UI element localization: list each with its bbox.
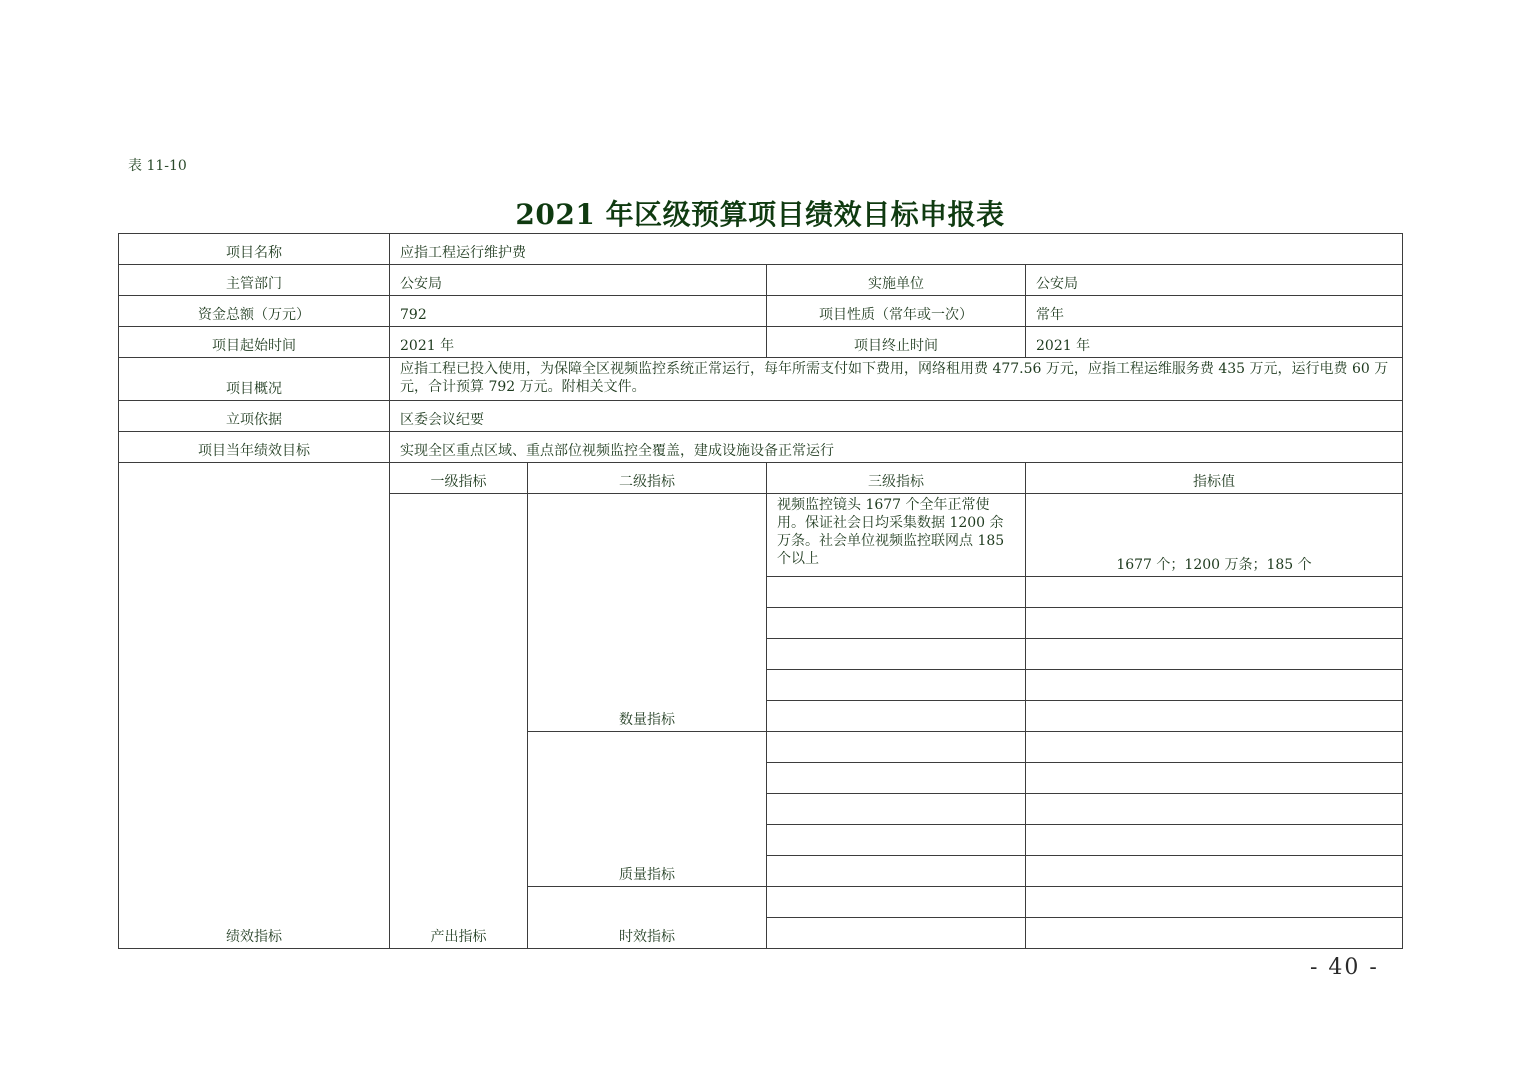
- start-time-label: 项目起始时间: [119, 327, 390, 358]
- level1-output-label: 产出指标: [390, 494, 528, 949]
- empty-cell: [1026, 639, 1403, 670]
- end-time-value: 2021 年: [1026, 327, 1403, 358]
- department-value: 公安局: [390, 265, 767, 296]
- empty-cell: [1026, 670, 1403, 701]
- empty-cell: [1026, 763, 1403, 794]
- header-level2: 二级指标: [528, 463, 767, 494]
- total-funds-label: 资金总额（万元）: [119, 296, 390, 327]
- empty-cell: [1026, 608, 1403, 639]
- header-level1: 一级指标: [390, 463, 528, 494]
- overview-label: 项目概况: [119, 358, 390, 401]
- level2-timeliness-label: 时效指标: [528, 887, 767, 949]
- row-basis: [119, 401, 1403, 432]
- quantity-value-text: 1677 个；1200 万条；185 个: [1026, 494, 1403, 577]
- row-overview: [119, 358, 1403, 401]
- empty-cell: [767, 856, 1026, 887]
- page-number: - 40 -: [1310, 955, 1379, 980]
- table-id: 表 11-10: [128, 158, 187, 174]
- empty-cell: [767, 918, 1026, 949]
- empty-cell: [767, 763, 1026, 794]
- document-title: 2021 年区级预算项目绩效目标申报表: [515, 198, 1005, 231]
- empty-cell: [1026, 577, 1403, 608]
- empty-cell: [767, 639, 1026, 670]
- empty-cell: [1026, 794, 1403, 825]
- header-value: 指标值: [1026, 463, 1403, 494]
- quantity-level3-text: 视频监控镜头 1677 个全年正常使用。保证社会日均采集数据 1200 余万条。社会单位视频监控联网点 185 个以上: [767, 494, 1026, 577]
- basis-label: 立项依据: [119, 401, 390, 432]
- level2-quantity-label: 数量指标: [528, 494, 767, 732]
- level2-quality-label: 质量指标: [528, 732, 767, 887]
- empty-cell: [1026, 732, 1403, 763]
- empty-cell: [767, 887, 1026, 918]
- empty-cell: [1026, 701, 1403, 732]
- empty-cell: [767, 732, 1026, 763]
- empty-cell: [1026, 856, 1403, 887]
- row-funds: [119, 296, 1403, 327]
- empty-cell: [1026, 918, 1403, 949]
- row-indicator-headers: [119, 463, 1403, 494]
- empty-cell: [1026, 825, 1403, 856]
- row-project-name: [119, 234, 1403, 265]
- row-department: [119, 265, 1403, 296]
- project-name-value: 应指工程运行维护费: [390, 234, 1403, 265]
- header-level3: 三级指标: [767, 463, 1026, 494]
- empty-cell: [767, 701, 1026, 732]
- overview-value: 应指工程已投入使用，为保障全区视频监控系统正常运行，每年所需支付如下费用，网络租用费 477.56 万元，应指工程运维服务费 435 万元，运行电费 60 万元，合计预算 792 万元。附相关文件。: [390, 358, 1403, 401]
- annual-goal-value: 实现全区重点区域、重点部位视频监控全覆盖，建成设施设备正常运行: [390, 432, 1403, 463]
- project-name-label: 项目名称: [119, 234, 390, 265]
- department-label: 主管部门: [119, 265, 390, 296]
- performance-form-table: [118, 233, 1403, 949]
- total-funds-value: 792: [390, 296, 767, 327]
- basis-value: 区委会议纪要: [390, 401, 1403, 432]
- annual-goal-label: 项目当年绩效目标: [119, 432, 390, 463]
- project-nature-label: 项目性质（常年或一次）: [767, 296, 1026, 327]
- project-nature-value: 常年: [1026, 296, 1403, 327]
- empty-cell: [767, 794, 1026, 825]
- empty-cell: [767, 670, 1026, 701]
- implementer-value: 公安局: [1026, 265, 1403, 296]
- row-time: [119, 327, 1403, 358]
- end-time-label: 项目终止时间: [767, 327, 1026, 358]
- implementer-label: 实施单位: [767, 265, 1026, 296]
- start-time-value: 2021 年: [390, 327, 767, 358]
- empty-cell: [1026, 887, 1403, 918]
- row-annual-goal: [119, 432, 1403, 463]
- indicators-section-label: 绩效指标: [119, 463, 390, 949]
- empty-cell: [767, 825, 1026, 856]
- empty-cell: [767, 608, 1026, 639]
- empty-cell: [767, 577, 1026, 608]
